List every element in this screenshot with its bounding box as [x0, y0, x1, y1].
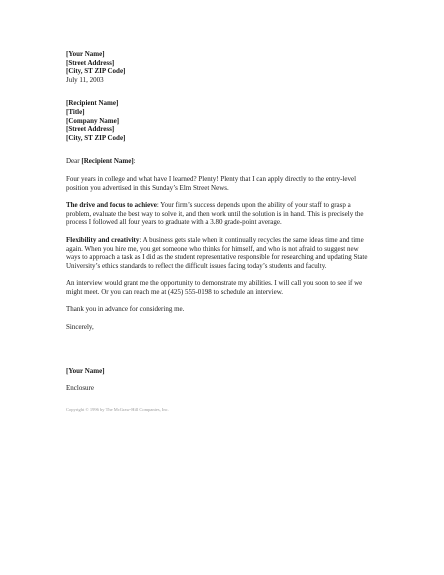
salutation: [66, 157, 386, 166]
closing: [66, 323, 386, 332]
closing-text: Sincerely,: [66, 323, 94, 332]
paragraph-flexibility: [66, 236, 386, 270]
paragraph-line: problem, evaluate the best way to solve it, and then work until the solution is in hand. This is precisely the: [66, 209, 364, 218]
recipient-block: [66, 99, 386, 142]
recipient-name: [Recipient Name]: [66, 99, 119, 108]
salutation-name: [Recipient Name]: [81, 157, 134, 166]
paragraph-line: again. When you hire me, you get someone who thinks for himself, and who is not afraid to suggest new: [66, 244, 359, 253]
letter-date: July 11, 2003: [66, 75, 104, 84]
signature-name: [Your Name]: [66, 366, 105, 375]
cover-letter: [66, 50, 386, 413]
recipient-city-state-zip: [City, ST ZIP Code]: [66, 133, 126, 142]
recipient-street: [Street Address]: [66, 125, 115, 134]
paragraph-line: : Your firm’s success depends upon the ability of your staff to grasp a: [156, 201, 351, 210]
paragraph-intro: [66, 175, 386, 192]
paragraph-line: : A business gets stale when it continually recycles the same ideas time and time: [139, 235, 364, 244]
paragraph-lead: The drive and focus to achieve: [66, 201, 157, 210]
sender-block: [66, 50, 386, 84]
paragraph-line: ways to approach a task as I did as the student representative responsible for researching and updating State: [66, 253, 368, 262]
salutation-suffix: :: [133, 157, 136, 166]
paragraph-line: position you advertised in this Sunday’s Elm Street News.: [66, 183, 229, 192]
signature-block: [66, 367, 386, 376]
recipient-title: [Title]: [66, 107, 85, 116]
paragraph-line: University’s ethics standards to reflect the difficult issues facing today’s students and faculty.: [66, 261, 327, 270]
copyright-notice: Copyright © 1996 by The McGraw-Hill Companies, Inc.: [66, 406, 169, 412]
paragraph-interview: [66, 279, 386, 296]
paragraph-drive: [66, 201, 386, 227]
paragraph-thanks: [66, 305, 386, 314]
paragraph-lead: Flexibility and creativity: [66, 235, 140, 244]
enclosure-text: Enclosure: [66, 384, 94, 393]
salutation-prefix: Dear: [66, 157, 82, 166]
paragraph-line: might meet. Or you can reach me at (425) 555-0198 to schedule an interview.: [66, 287, 284, 296]
paragraph-line: process I followed all four years to graduate with a 3.80 grade-point average.: [66, 218, 282, 227]
paragraph-line: Thank you in advance for considering me.: [66, 305, 185, 314]
sender-city-state-zip: [City, ST ZIP Code]: [66, 67, 126, 76]
enclosure-note: [66, 384, 386, 393]
sender-name: [Your Name]: [66, 50, 105, 58]
paragraph-line: Four years in college and what have I learned? Plenty! Plenty that I can apply directly to the entry-level: [66, 174, 357, 183]
recipient-company: [Company Name]: [66, 116, 120, 125]
sender-street: [Street Address]: [66, 58, 115, 67]
paragraph-line: An interview would grant me the opportunity to demonstrate my abilities. I will call you soon to see if we: [66, 279, 363, 288]
